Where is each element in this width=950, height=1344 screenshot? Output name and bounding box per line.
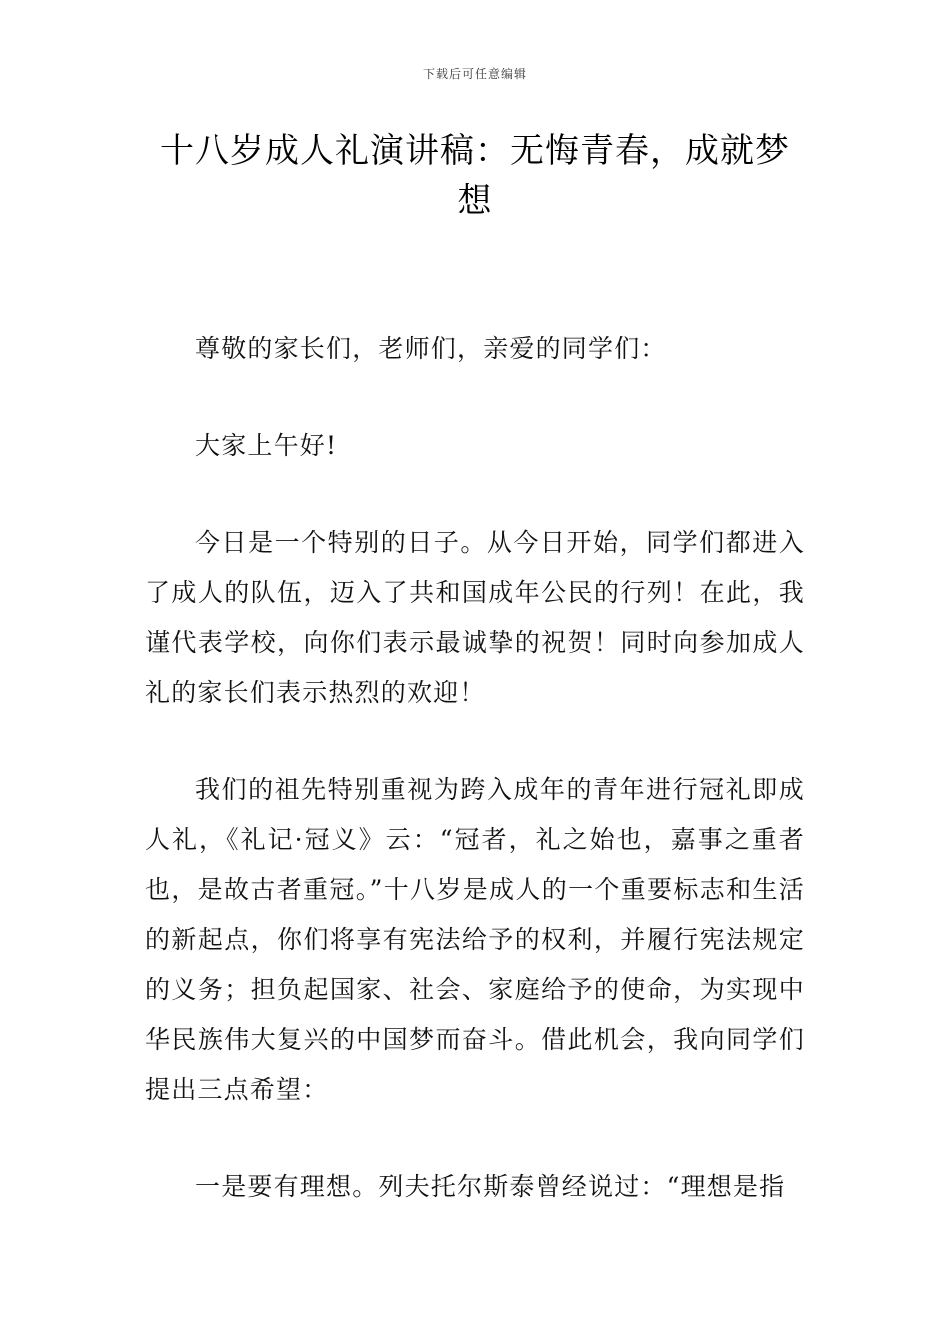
greeting-paragraph: 大家上午好! [195,431,338,460]
document-title: 十八岁成人礼演讲稿：无悔青春，成就梦想 [160,131,790,221]
document-body [145,324,805,1259]
body-paragraph: 我们的祖先特别重视为跨入成年的青年进行冠礼即成人礼，《礼记·冠义》云：“冠者，礼之始也，嘉事之重者也，是故古者重冠。”十八岁是成人的一个重要标志和生活的新起点，你们将享有宪法给予的权利，并履行宪法规定的义务；担负起国家、社会、家庭给予的使命，为实现中华民族伟大复兴的中国梦而奋斗。借此机会，我向同学们提出三点希望： [145,775,805,1104]
header-note: 下载后可任意编辑 [422,67,527,81]
body-paragraph: 今日是一个特别的日子。从今日开始，同学们都进入了成人的队伍，迈入了共和国成年公民的行列！在此，我谨代表学校，向你们表示最诚挚的祝贺！同时向参加成人礼的家长们表示热烈的欢迎！ [145,528,805,707]
body-paragraph: 一是要有理想。列夫托尔斯泰曾经说过：“理想是指 [195,1172,786,1201]
salutation-paragraph: 尊敬的家长们，老师们，亲爱的同学们： [195,334,667,363]
